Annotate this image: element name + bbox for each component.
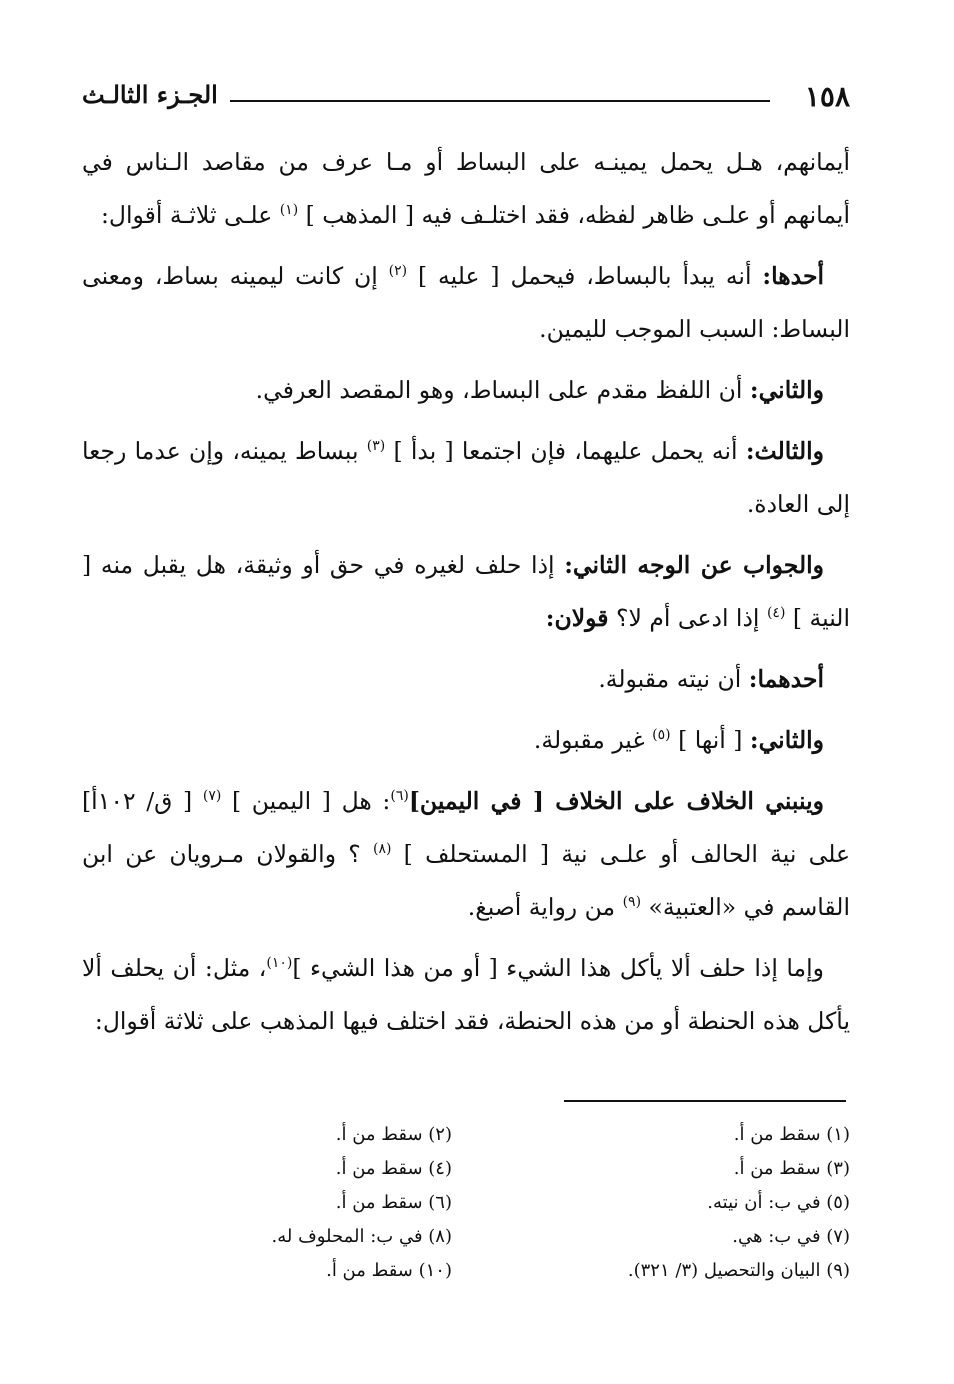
footnote: (٧) في ب: هي.	[732, 1226, 850, 1247]
footnote-ref: (٧)	[202, 788, 222, 805]
footnote-ref: (١)	[279, 202, 299, 219]
footnote: (٢) سقط من أ.	[335, 1124, 452, 1145]
footnote: (٨) في ب: المحلوف له.	[271, 1226, 452, 1247]
footnote: (٩) البيان والتحصيل (٣/ ٣٢١).	[627, 1260, 850, 1281]
paragraph-1: أيمانهم، هـل يحمل يمينـه على البساط أو مـا عرف من مقاصد الـناس في أيمانهم أو علـى ظاهر لفظه، فقد اختلـف فيه [ المذهب ] $^{(١)}$ علـى ثلاثـة أقوال:	[82, 148, 850, 229]
paragraph-5: والجواب عن الوجه الثاني: إذا حلف لغيره في حق أو وثيقة، هل يقبل منه [ النية ] $^{(٤)}$ إذا ادعى أم لا؟ قولان:	[82, 551, 850, 632]
main-text	[82, 136, 850, 1056]
footnote-ref: (٩)	[622, 894, 642, 911]
footnote-ref: (١٠)	[266, 955, 293, 972]
footnote-ref: (٦)	[390, 788, 409, 805]
paragraph-9: وإما إذا حلف ألا يأكل هذا الشيء [ أو من هذا الشيء ]$^{(١٠)}$، مثل: أن يحلف ألا يأكل هذه الحنطة أو من هذه الحنطة، فقد اختلف فيها المذهب على ثلاثة أقوال:	[82, 954, 850, 1035]
footnote-ref: (٢)	[388, 263, 408, 280]
paragraph-7: والثاني: [ أنها ] $^{(٥)}$ غير مقبولة.	[533, 726, 824, 754]
footnote-ref: (٨)	[372, 841, 392, 858]
footnote: (٦) سقط من أ.	[335, 1192, 452, 1213]
footnote-separator	[564, 1100, 846, 1102]
footnotes	[82, 1118, 850, 1288]
footnote-row	[82, 1186, 850, 1220]
footnote-row	[82, 1152, 850, 1186]
paragraph-6: أحدهما: أن نيته مقبولة.	[598, 665, 824, 693]
page-number: ١٥٨	[804, 80, 850, 113]
paragraph-2: أحدها: أنه يبدأ بالبساط، فيحمل [ عليه ] $^{(٢)}$ إن كانت ليمينه بساط، ومعنى البساط: السبب الموجب لليمين.	[82, 262, 850, 343]
footnote-row	[82, 1254, 850, 1288]
footnote: (١٠) سقط من أ.	[326, 1260, 452, 1281]
footnote-row	[82, 1220, 850, 1254]
footnote: (١) سقط من أ.	[733, 1124, 850, 1145]
footnote: (٣) سقط من أ.	[733, 1158, 850, 1179]
footnote: (٤) سقط من أ.	[335, 1158, 452, 1179]
paragraph-4: والثالث: أنه يحمل عليهما، فإن اجتمعا [ بدأ ] $^{(٣)}$ ببساط يمينه، وإن عدما رجعا إلى العادة.	[82, 437, 850, 518]
page-header	[82, 80, 850, 120]
footnote-ref: (٤)	[766, 605, 786, 622]
running-title: الجـزء الثالـث	[82, 80, 218, 109]
footnote-row	[82, 1118, 850, 1152]
paragraph-8: وينبني الخلاف على الخلاف [ في اليمين]$^{(٦)}$: هل [ اليمين ] $^{(٧)}$ [ ق/ ١٠٢أ] على نية الحالف أو علـى نية [ المستحلف ] $^{(٨)}$ ؟ والقولان مـرويان عن ابن القاسم في «العتبية» $^{(٩)}$ من رواية أصبغ.	[82, 787, 850, 921]
footnote-ref: (٣)	[366, 438, 386, 455]
footnote: (٥) في ب: أن نيته.	[707, 1192, 850, 1213]
footnote-ref: (٥)	[652, 727, 671, 744]
header-rule	[230, 100, 770, 102]
paragraph-3: والثاني: أن اللفظ مقدم على البساط، وهو المقصد العرفي.	[255, 376, 824, 404]
